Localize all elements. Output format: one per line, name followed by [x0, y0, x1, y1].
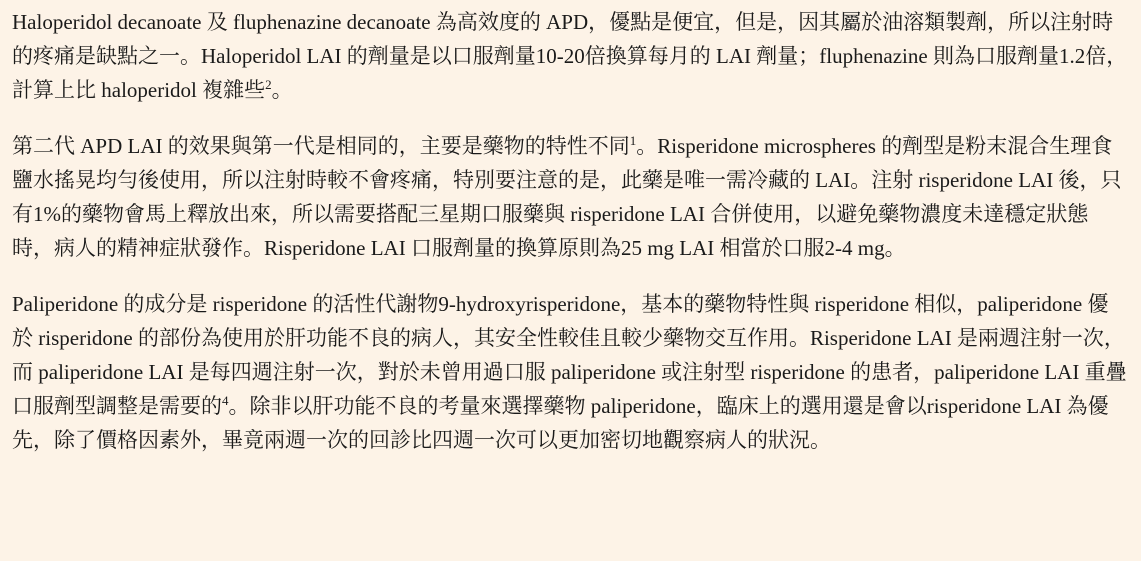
paragraph-text: Haloperidol decanoate 及 fluphenazine decanoate 為高效度的 APD，優點是便宜，但是，因其屬於油溶類製劑，所以注射時的疼痛是缺點之一。Haloperidol LAI 的劑量是以口服劑量10-20倍換算每月的 LAI 劑量；fluphenazine 則為口服劑量1.2倍，計算上比 haloperidol 複雜些: [12, 10, 1128, 102]
paragraph-paliperidone: [12, 287, 1129, 457]
paragraph-text: 第二代 APD LAI 的效果與第一代是相同的，主要是藥物的特性不同: [12, 134, 630, 158]
paragraph-text: 。: [271, 78, 293, 102]
paragraph-text: 。除非以肝功能不良的考量來選擇藥物 paliperidone，臨床上的選用還是會以risperidone LAI 為優先，除了價格因素外，畢竟兩週一次的回診比四週一次可以更加密切地觀察病人的狀況。: [12, 394, 1109, 452]
citation-ref: 4: [222, 393, 229, 408]
paragraph-first-gen-lai: [12, 5, 1129, 107]
citation-ref: 1: [629, 133, 637, 148]
citation-ref: 2: [265, 77, 272, 92]
paragraph-text: 。Risperidone microspheres 的劑型是粉末混合生理食鹽水搖晃均勻後使用，所以注射時較不會疼痛，特別要注意的是，此藥是唯一需冷藏的 LAI。注射 risperidone LAI 後，只有1%的藥物會馬上釋放出來，所以需要搭配三星期口服藥與 risperidone LAI 合併使用，以避免藥物濃度未達穩定狀態時，病人的精神症狀發作。Risperidone LAI 口服劑量的換算原則為25 mg LAI 相當於口服2-4 mg。: [12, 134, 1122, 260]
paragraph-second-gen-lai: [12, 129, 1129, 265]
paragraph-text: Paliperidone 的成分是 risperidone 的活性代謝物9-hydroxyrisperidone，基本的藥物特性與 risperidone 相似，paliperidone 優於 risperidone 的部份為使用於肝功能不良的病人，其安全性較佳且較少藥物交互作用。Risperidone LAI 是兩週注射一次，而 paliperidone LAI 是每四週注射一次，對於未曾用過口服 paliperidone 或注射型 risperidone 的患者，paliperidone LAI 重疊口服劑型調整是需要的: [12, 292, 1127, 418]
